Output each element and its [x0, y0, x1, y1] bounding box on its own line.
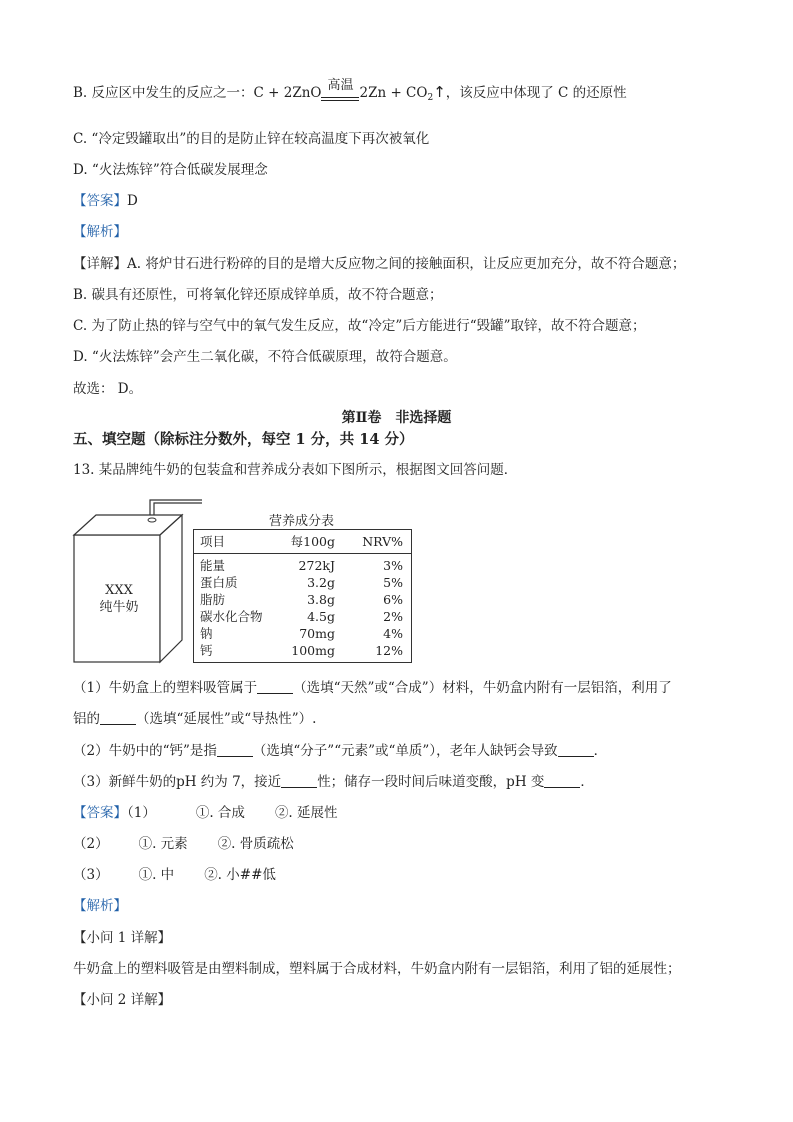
answer-blank — [257, 679, 293, 694]
table-cell: 钠 — [200, 626, 213, 641]
carton-side — [160, 515, 182, 662]
answer-blank — [544, 773, 580, 788]
subq-1-text: （选填“天然”或“合成”）材料，牛奶盒内附有一层铝箔，利用了 — [293, 680, 672, 696]
subq-2-text: ． — [593, 743, 608, 759]
option-d: D. “火法炼锌”符合低碳发展理念 — [73, 162, 268, 178]
answer-blank — [217, 742, 253, 757]
table-header: 项目 — [200, 534, 226, 549]
table-cell: 70mg — [299, 626, 335, 641]
answer-blank — [100, 710, 136, 725]
table-cell: 6% — [383, 592, 403, 607]
subq-1-cont — [73, 710, 316, 728]
detail-b: B. 碳具有还原性，可将氧化锌还原成锌单质，故不符合题意； — [73, 287, 443, 303]
table-row — [200, 626, 405, 642]
subq-3 — [73, 773, 594, 791]
detail-a-text: A. 将炉甘石进行粉碎的目的是增大反应物之间的接触面积，让反应更加充分，故不符合题意； — [127, 256, 686, 272]
table-cell: 钙 — [200, 643, 213, 658]
table-cell: 碳水化合物 — [200, 609, 263, 624]
answer-label: （1） — [127, 805, 156, 821]
subq-2-text: （选填“分子”“元素”或“单质”），老年人缺钙会导致 — [252, 743, 558, 759]
q13-answer-1 — [73, 804, 338, 822]
table-cell: 5% — [383, 575, 403, 590]
choose-line: 故选： D。 — [73, 381, 143, 397]
nutrition-table — [193, 529, 412, 663]
table-cell: 4% — [383, 626, 403, 641]
answer-value: D — [127, 193, 138, 209]
detail-a — [73, 255, 685, 273]
answer-item: ②. 小##低 — [204, 867, 276, 883]
carton-brand: XXX — [105, 583, 133, 598]
equation-condition-arrow — [321, 78, 359, 107]
answer-line — [73, 192, 138, 210]
section-heading: 五、填空题（除标注分数外，每空 1 分，共 14 分） — [73, 431, 414, 448]
equation-condition: 高温 — [327, 78, 354, 93]
table-header: NRV% — [362, 534, 403, 549]
subq-1 — [73, 679, 672, 697]
table-cell: 4.5g — [307, 609, 335, 624]
subq-3-text: 性；储存一段时间后味道变酸，pH 变 — [317, 774, 545, 790]
subq-2 — [73, 742, 607, 760]
subq-3-text: （3）新鲜牛奶的pH 约为 7，接近 — [73, 774, 282, 790]
option-c: C. “冷定毁罐取出”的目的是防止锌在较高温度下再次被氧化 — [73, 131, 430, 147]
answer-item: ①. 合成 — [195, 805, 245, 821]
sub2-tag: 【小问 2 详解】 — [73, 992, 172, 1008]
answer-blank — [558, 742, 594, 757]
detail-c: C. 为了防止热的锌与空气中的氧气发生反应，故“冷定”后方能进行“毁罐”取锌，故不符合题意； — [73, 318, 646, 334]
answer-item: ②. 骨质疏松 — [217, 836, 294, 852]
answer-item: ①. 元素 — [138, 836, 188, 852]
subq-3-text: ． — [580, 774, 594, 790]
table-header-row — [200, 534, 405, 550]
equation-lhs: C + 2ZnO — [253, 85, 322, 101]
table-cell: 100mg — [291, 643, 335, 658]
table-header: 每100g — [290, 534, 335, 549]
subq-1-text: 铝的 — [73, 711, 100, 727]
sub1-tag: 【小问 1 详解】 — [73, 930, 172, 946]
subq-1-text: （选填“延展性”或“导热性”）. — [136, 711, 317, 727]
table-row — [200, 575, 405, 591]
table-cell: 272kJ — [298, 558, 335, 573]
table-cell: 2% — [383, 609, 403, 624]
carton-product: 纯牛奶 — [99, 600, 139, 615]
option-b-suffix: ，该反应中体现了 C 的还原性 — [445, 85, 627, 101]
table-cell: 能量 — [200, 558, 226, 573]
answer-tag: 【答案】 — [73, 805, 127, 821]
table-cell: 12% — [375, 643, 403, 658]
option-b — [73, 78, 627, 107]
subq-1-text: （1）牛奶盒上的塑料吸管属于 — [73, 680, 258, 696]
answer-tag: 【答案】 — [73, 193, 127, 209]
sub1-text: 牛奶盒上的塑料吸管是由塑料制成，塑料属于合成材料，牛奶盒内附有一层铝箔，利用了铝的延展性； — [73, 961, 681, 977]
answer-label: （2） — [73, 836, 109, 852]
carton-label — [78, 582, 160, 616]
table-cell: 蛋白质 — [200, 575, 238, 590]
volume-title: 第Ⅱ卷 非选择题 — [341, 410, 452, 426]
table-row — [200, 592, 405, 608]
q13-analysis-tag: 【解析】 — [73, 898, 127, 914]
q13-answer-2 — [73, 835, 294, 853]
answer-item: ①. 中 — [138, 867, 175, 883]
analysis-tag: 【解析】 — [73, 224, 127, 240]
equation-rhs: 2Zn + CO — [359, 85, 428, 101]
equation-subscript: 2 — [427, 93, 434, 103]
q13-stem: 13. 某品牌纯牛奶的包装盒和营养成分表如下图所示，根据图文回答问题． — [73, 462, 518, 478]
table-row — [200, 643, 405, 659]
q13-answer-3 — [73, 866, 276, 884]
gas-arrow-icon: ↑ — [433, 83, 446, 101]
table-row — [200, 609, 405, 625]
option-b-prefix: B. 反应区中发生的反应之一： — [73, 85, 254, 101]
detail-tag: 【详解】 — [73, 256, 127, 272]
answer-blank — [281, 773, 317, 788]
answer-label: （3） — [73, 867, 109, 883]
nutrition-table-title: 营养成分表 — [268, 514, 334, 529]
table-cell: 脂肪 — [200, 592, 226, 607]
table-cell: 3.2g — [307, 575, 335, 590]
table-row — [200, 558, 405, 574]
table-cell: 3% — [383, 558, 403, 573]
answer-item: ②. 延展性 — [274, 805, 338, 821]
subq-2-text: （2）牛奶中的“钙”是指 — [73, 743, 217, 759]
table-cell: 3.8g — [307, 592, 335, 607]
detail-d: D. “火法炼锌”会产生二氧化碳，不符合低碳原理，故符合题意。 — [73, 349, 457, 365]
